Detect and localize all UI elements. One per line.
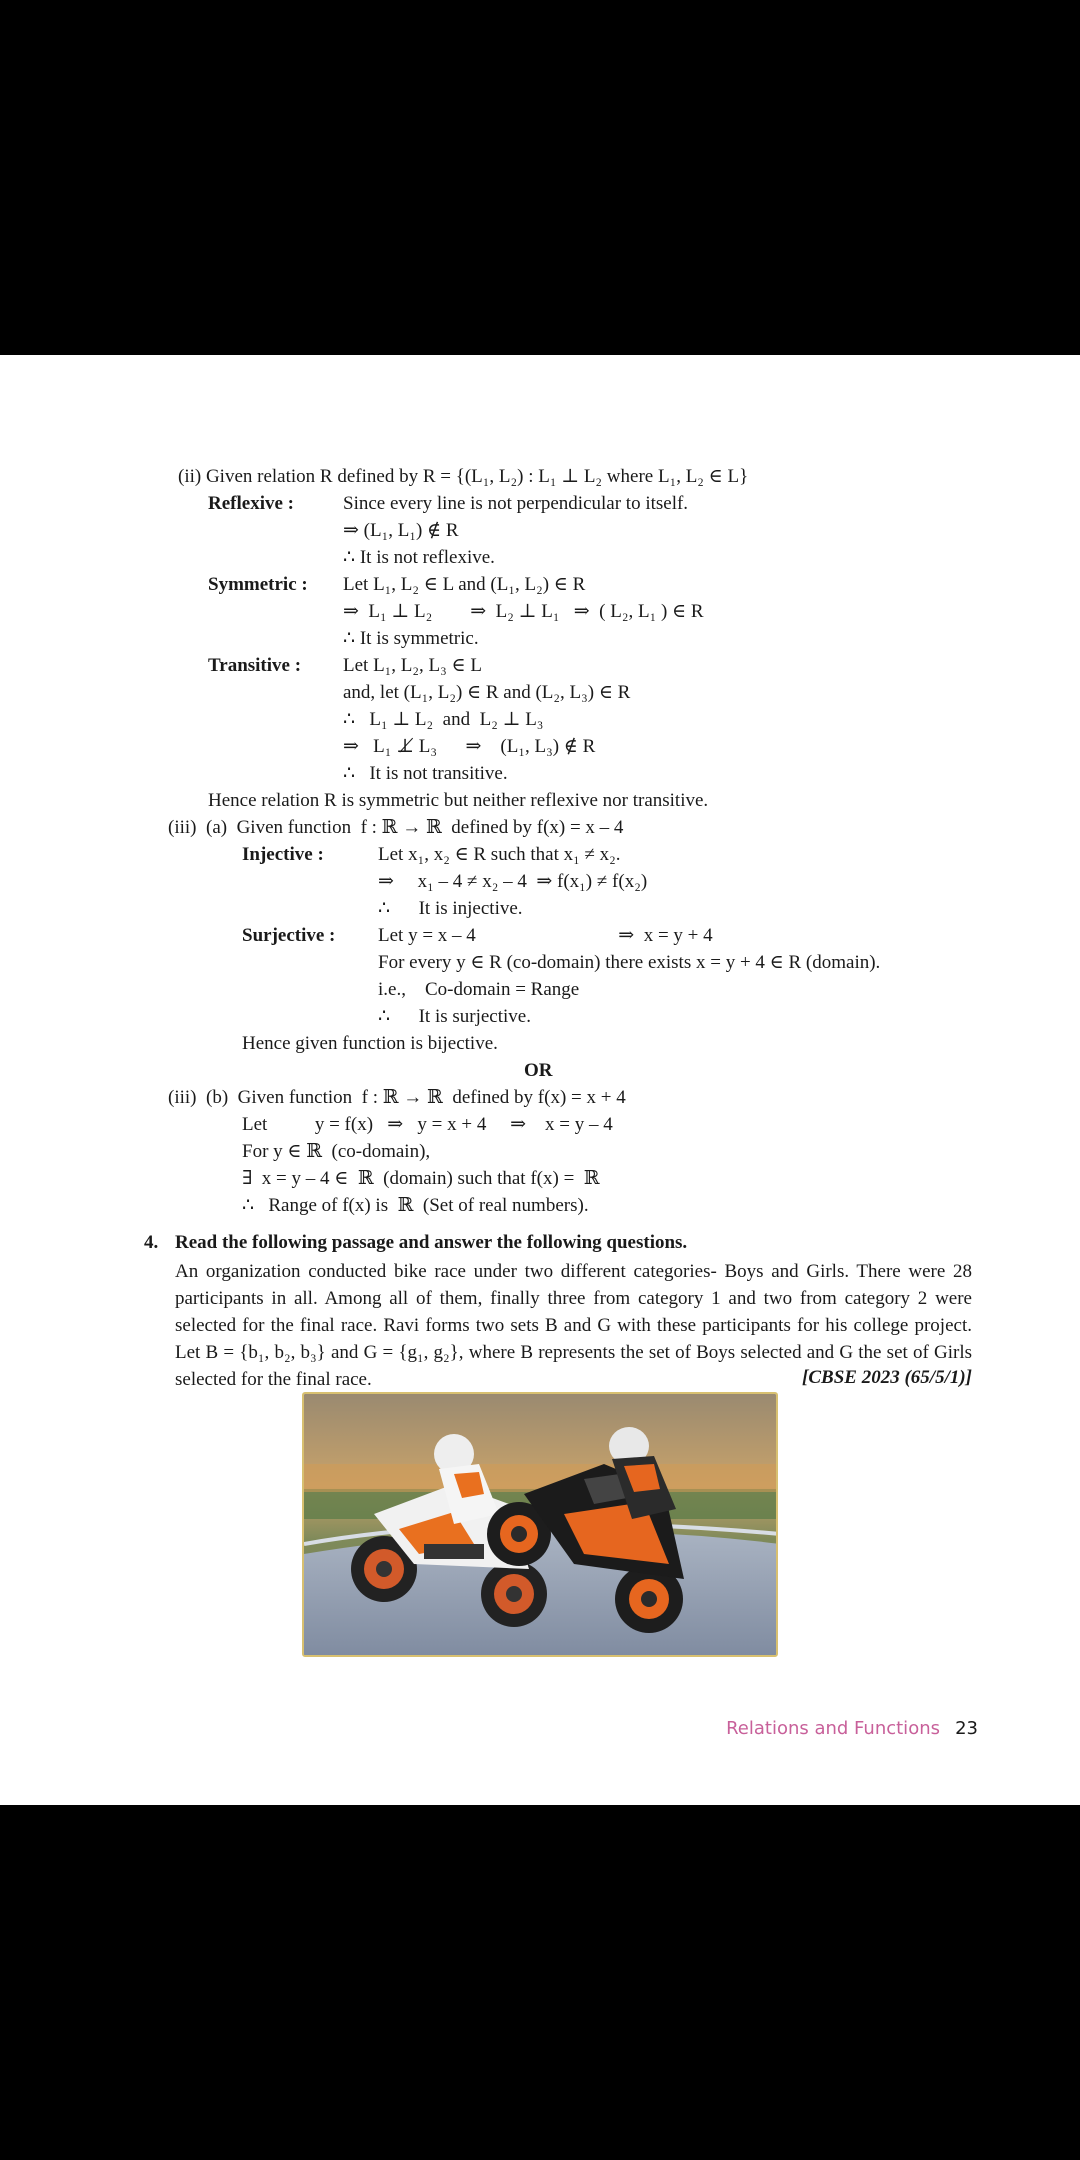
injective-line-1: Let x₁, x₂ ∈ R such that x₁ ≠ x₂. <box>378 844 621 865</box>
part-iii-b-line-2: For y ∈ ℝ (co-domain), <box>242 1141 431 1162</box>
surjective-line-4: ∴ It is surjective. <box>378 1006 531 1027</box>
injective-line-2: ⇒ x₁ – 4 ≠ x₂ – 4 ⇒ f(x₁) ≠ f(x₂) <box>378 871 648 892</box>
transitive-label: Transitive : <box>208 655 302 676</box>
part-iii-a-conclusion: Hence given function is bijective. <box>242 1033 498 1054</box>
part-iii-b-line-3: ∃ x = y – 4 ∈ ℝ (domain) such that f(x) = ℝ <box>242 1168 600 1189</box>
reflexive-line-3: ∴ It is not reflexive. <box>343 547 495 568</box>
question-number: 4. <box>144 1232 159 1253</box>
surjective-line-2: For every y ∈ R (co-domain) there exists x = y + 4 ∈ R (domain). <box>378 952 881 973</box>
part-ii-conclusion: Hence relation R is symmetric but neither reflexive nor transitive. <box>208 790 709 811</box>
symmetric-label: Symmetric : <box>208 574 308 595</box>
part-iii-a-intro: (iii) (a) Given function f : ℝ → ℝ defined by f(x) = x – 4 <box>168 817 624 838</box>
surjective-line-3: i.e., Co-domain = Range <box>378 979 580 1000</box>
surjective-line-1: Let y = x – 4 ⇒ x = y + 4 <box>378 925 713 946</box>
question-source: [CBSE 2023 (65/5/1)] <box>802 1367 972 1388</box>
part-iii-b-line-1: Let y = f(x) ⇒ y = x + 4 ⇒ x = y – 4 <box>242 1114 613 1135</box>
question-passage: An organization conducted bike race under two different categories- Boys and Girls. There were 28 participants in all. Among all of them, finally three from category 1 and two from category 2 were selected for the final race. Ravi forms two sets B and G with these participants for his college project. Let B = {b₁, b₂, b₃} and G = {g₁, g₂}, where B represents the set of Boys selected and G the set of Girls selected for the final race. <box>175 1261 972 1390</box>
part-iii-b-intro: (iii) (b) Given function f : ℝ → ℝ defined by f(x) = x + 4 <box>168 1087 626 1108</box>
or-divider: OR <box>524 1060 553 1081</box>
transitive-line-5: ∴ It is not transitive. <box>343 763 508 784</box>
symmetric-line-3: ∴ It is symmetric. <box>343 628 479 649</box>
reflexive-label: Reflexive : <box>208 493 294 514</box>
transitive-line-1: Let L₁, L₂, L₃ ∈ L <box>343 655 482 676</box>
part-iii-b-line-4: ∴ Range of f(x) is ℝ (Set of real numbers). <box>242 1195 589 1216</box>
injective-line-3: ∴ It is injective. <box>378 898 523 919</box>
bike-race-photo <box>302 1392 778 1657</box>
symmetric-line-2: ⇒ L₁ ⊥ L₂ ⇒ L₂ ⊥ L₁ ⇒ ( L₂, L₁ ) ∈ R <box>343 601 704 622</box>
transitive-line-3: ∴ L₁ ⊥ L₂ and L₂ ⊥ L₃ <box>343 709 544 730</box>
injective-label: Injective : <box>242 844 324 865</box>
reflexive-line-1: Since every line is not perpendicular to itself. <box>343 493 689 514</box>
question-heading: Read the following passage and answer the following questions. <box>175 1232 688 1253</box>
transitive-line-2: and, let (L₁, L₂) ∈ R and (L₂, L₃) ∈ R <box>343 682 631 703</box>
symmetric-line-1: Let L₁, L₂ ∈ L and (L₁, L₂) ∈ R <box>343 574 586 595</box>
page-number: 23 <box>955 1718 978 1739</box>
part-ii-intro: (ii) Given relation R defined by R = {(L₁, L₂) : L₁ ⊥ L₂ where L₁, L₂ ∈ L} <box>178 466 749 487</box>
transitive-line-4: ⇒ L₁ ⊥̸ L₃ ⇒ (L₁, L₃) ∉ R <box>343 736 596 757</box>
reflexive-line-2: ⇒ (L₁, L₁) ∉ R <box>343 520 459 541</box>
chapter-title: Relations and Functions <box>726 1718 940 1739</box>
textbook-page <box>0 355 1080 1805</box>
surjective-label: Surjective : <box>242 925 336 946</box>
